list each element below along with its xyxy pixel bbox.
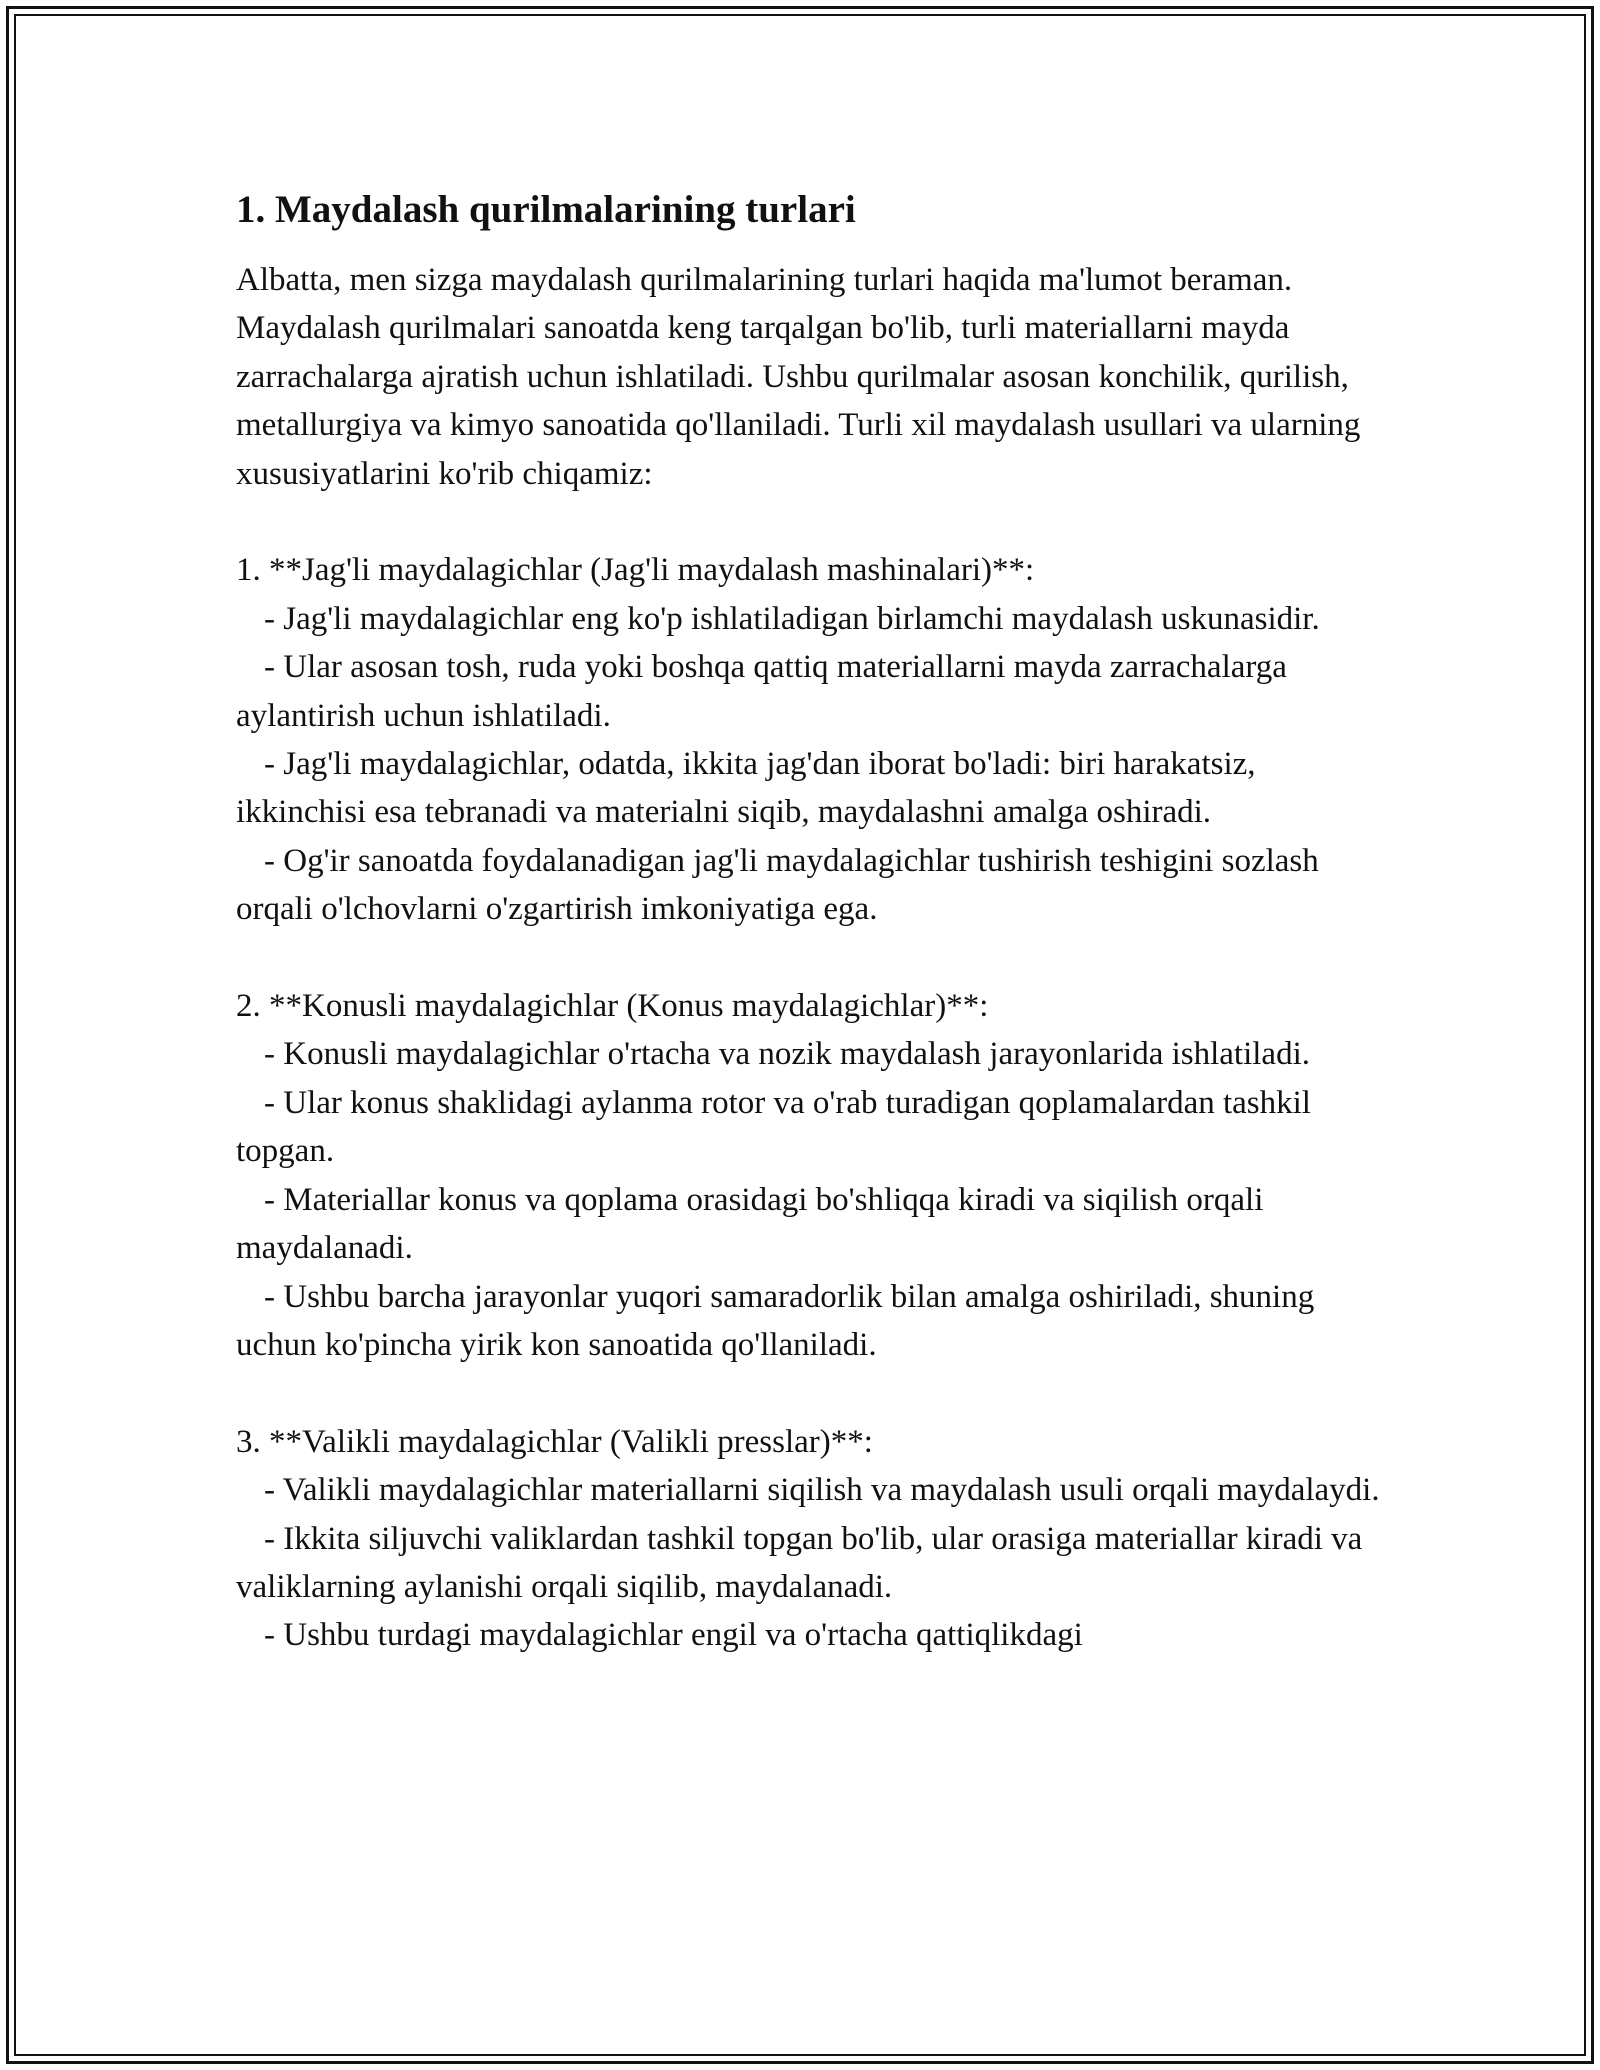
section-cone-crushers [236,982,1386,1369]
bullet-item: - Materiallar konus va qoplama orasidagi bo'shliqqa kiradi va siqilish orqali maydalanadi. [236,1181,1264,1267]
intro-paragraph: Albatta, men sizga maydalash qurilmalarining turlari haqida ma'lumot beraman. Maydalash qurilmalari sanoatda keng tarqalgan bo'lib, turli materiallarni mayda zarrachalarga ajratish uchun ishlatiladi. Ushbu qurilmalar asosan konchilik, qurilish, metallurgiya va kimyo sanoatida qo'llaniladi. Turli xil maydalash usullari va ularning xususiyatlarini ko'rib chiqamiz: [236,262,1369,492]
document-body [236,186,1386,1660]
section-title: 1. **Jag'li maydalagichlar (Jag'li maydalash mashinalari)**: [236,552,1035,589]
bullet-item: - Konusli maydalagichlar o'rtacha va nozik maydalash jarayonlarida ishlatiladi. [264,1036,1310,1073]
bullet-item: - Valikli maydalagichlar materiallarni siqilish va maydalash usuli orqali maydalaydi. [264,1472,1380,1509]
section-jaw-crushers [236,546,1386,933]
spacer [236,1369,1386,1417]
bullet-item: - Ushbu barcha jarayonlar yuqori samaradorlik bilan amalga oshiriladi, shuning uchun ko'pincha yirik kon sanoatida qo'llaniladi. [236,1278,1315,1363]
section-title: 2. **Konusli maydalagichlar (Konus maydalagichlar)**: [236,988,989,1025]
bullet-item: - Jag'li maydalagichlar, odatda, ikkita jag'dan iborat bo'ladi: biri harakatsiz, ikkinchisi esa tebranadi va materialni siqib, maydalashni amalga oshiradi. [236,746,1256,831]
bullet-item: - Ular konus shaklidagi aylanma rotor va o'rab turadigan qoplamalardan tashkil topgan. [236,1084,1311,1170]
bullet-item: - Ular asosan tosh, ruda yoki boshqa qattiq materiallarni mayda zarrachalarga aylantirish uchun ishlatiladi. [236,649,1287,734]
section-roller-crushers [236,1418,1386,1660]
bullet-item: - Og'ir sanoatda foydalanadigan jag'li maydalagichlar tushirish teshigini sozlash orqali o'lchovlarni o'zgartirish imkoniyatiga ega. [236,842,1319,928]
bullet-item: - Jag'li maydalagichlar eng ko'p ishlatiladigan birlamchi maydalash uskunasidir. [264,600,1320,637]
section-title: 3. **Valikli maydalagichlar (Valikli presslar)**: [236,1423,873,1460]
spacer [236,498,1386,546]
bullet-item: - Ushbu turdagi maydalagichlar engil va o'rtacha qattiqlikdagi [264,1617,1083,1654]
bullet-item: - Ikkita siljuvchi valiklardan tashkil topgan bo'lib, ular orasiga materiallar kiradi va valiklarning aylanishi orqali siqilib, maydalanadi. [236,1520,1363,1605]
spacer [236,934,1386,982]
document-heading: 1. Maydalash qurilmalarining turlari [236,188,856,231]
